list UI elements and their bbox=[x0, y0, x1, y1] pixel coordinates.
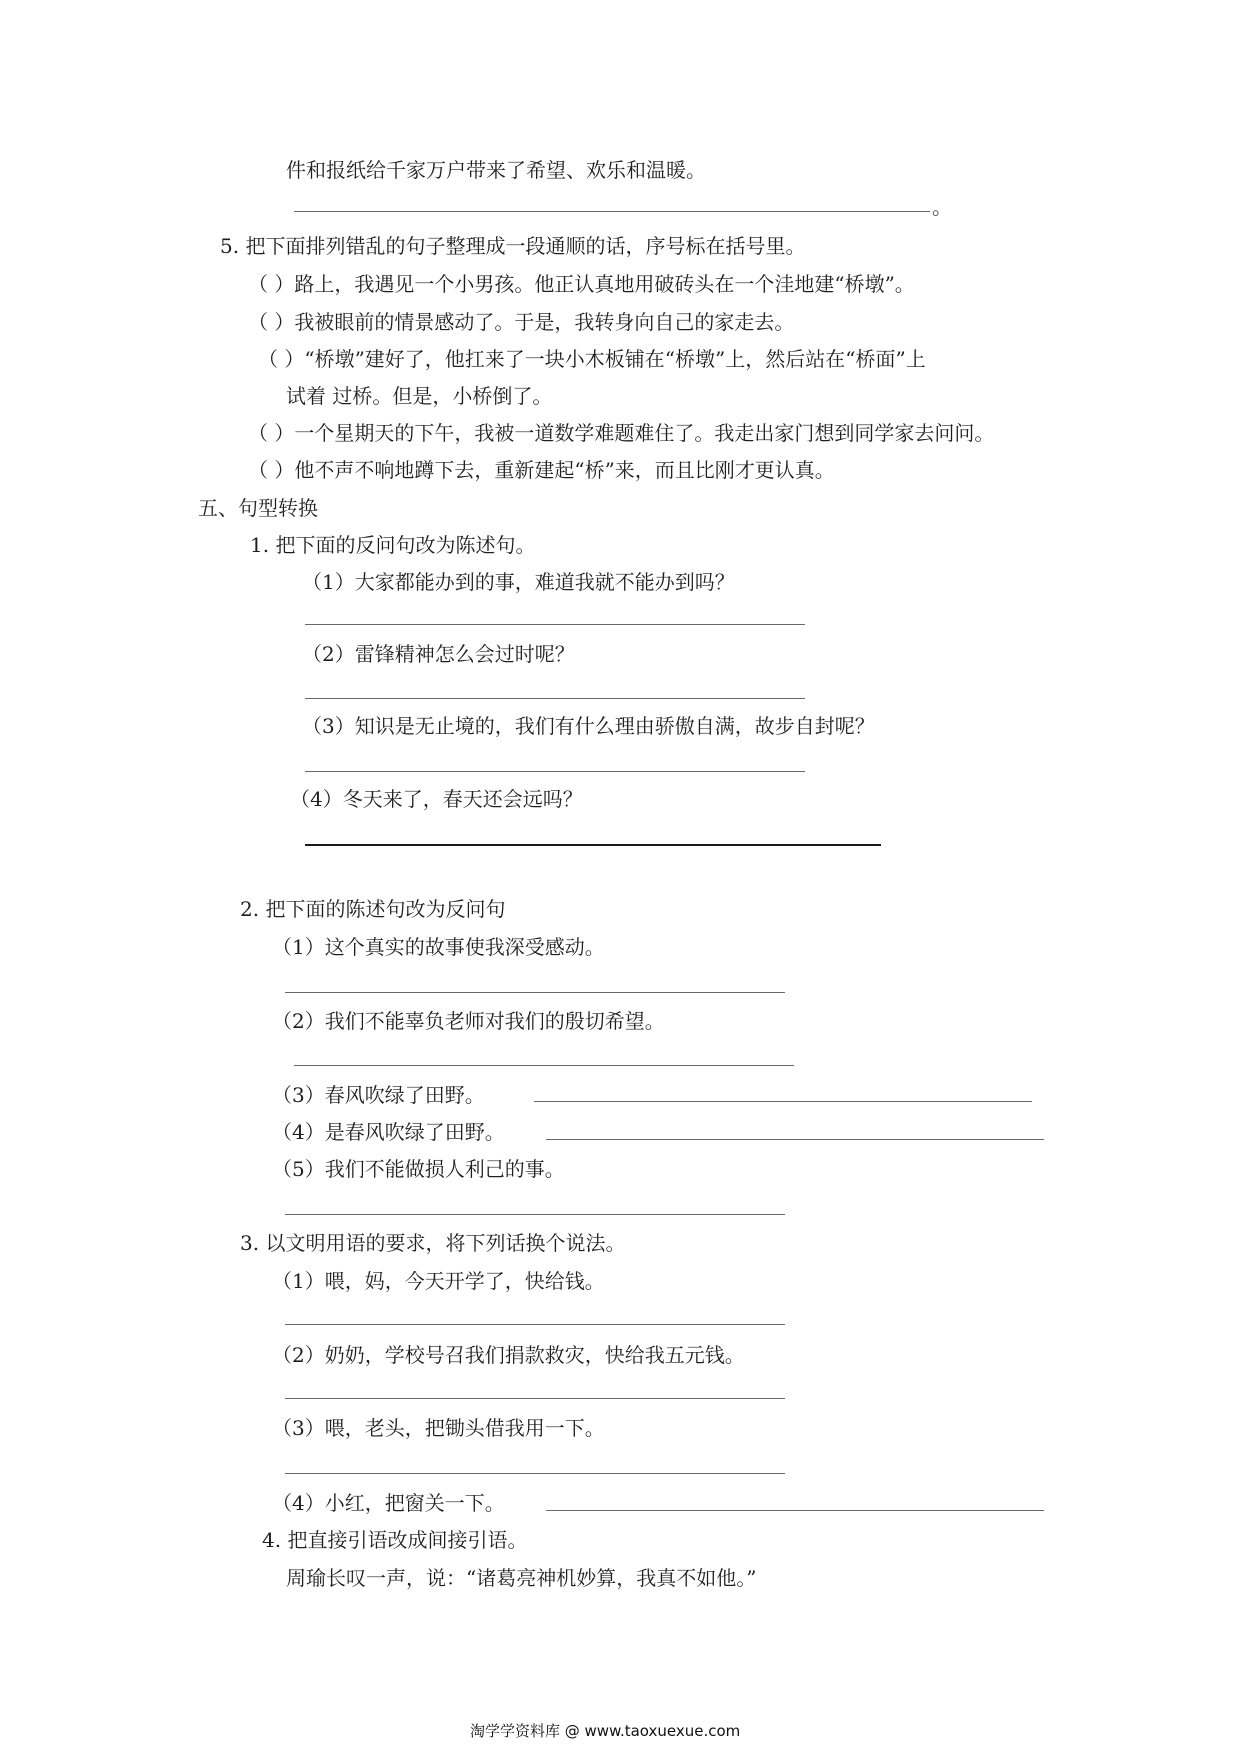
footer-watermark: 淘学学资料库 @ www.taoxuexue.com bbox=[470, 1722, 741, 1740]
answer-line[interactable] bbox=[305, 771, 805, 772]
s3-item-1: （1）喂，妈，今天开学了，快给钱。 bbox=[272, 1269, 605, 1293]
answer-line[interactable] bbox=[294, 1065, 794, 1066]
answer-line[interactable] bbox=[305, 624, 805, 625]
s3-item-4: （4）小红，把窗关一下。 bbox=[272, 1491, 505, 1515]
s2-title: 2. 把下面的陈述句改为反问句 bbox=[240, 897, 506, 921]
answer-line[interactable] bbox=[294, 211, 930, 212]
s1-item-2: （2）雷锋精神怎么会过时呢？ bbox=[302, 642, 575, 666]
answer-line[interactable] bbox=[285, 992, 785, 993]
s2-item-3: （3）春风吹绿了田野。 bbox=[272, 1083, 485, 1107]
s1-item-4: （4）冬天来了，春天还会远吗？ bbox=[290, 787, 583, 811]
answer-line[interactable] bbox=[305, 698, 805, 699]
answer-line[interactable] bbox=[285, 1398, 785, 1399]
s1-item-1: （1）大家都能办到的事，难道我就不能办到吗？ bbox=[302, 570, 735, 594]
answer-line[interactable] bbox=[305, 844, 881, 846]
s2-item-1: （1）这个真实的故事使我深受感动。 bbox=[272, 935, 605, 959]
continuation-text: 件和报纸给千家万户带来了希望、欢乐和温暖。 bbox=[286, 158, 706, 182]
answer-line[interactable] bbox=[285, 1214, 785, 1215]
q5-item[interactable]: （ ）路上，我遇见一个小男孩。他正认真地用破砖头在一个洼地建“桥墩”。 bbox=[248, 272, 915, 296]
q5-item[interactable]: （ ）他不声不响地蹲下去，重新建起“桥”来，而且比刚才更认真。 bbox=[248, 458, 835, 482]
s2-item-5: （5）我们不能做损人利己的事。 bbox=[272, 1157, 565, 1181]
q5-item[interactable]: （ ）“桥墩”建好了，他扛来了一块小木板铺在“桥墩”上，然后站在“桥面”上 bbox=[258, 347, 926, 371]
answer-line[interactable] bbox=[546, 1510, 1044, 1511]
s4-sentence: 周瑜长叹一声，说：“诸葛亮神机妙算，我真不如他。” bbox=[286, 1566, 757, 1590]
s2-item-4: （4）是春风吹绿了田野。 bbox=[272, 1120, 505, 1144]
q5-title: 5. 把下面排列错乱的句子整理成一段通顺的话，序号标在括号里。 bbox=[220, 234, 806, 258]
s2-item-2: （2）我们不能辜负老师对我们的殷切希望。 bbox=[272, 1009, 665, 1033]
s3-item-3: （3）喂，老头，把锄头借我用一下。 bbox=[272, 1416, 605, 1440]
q5-item[interactable]: （ ）我被眼前的情景感动了。于是，我转身向自己的家走去。 bbox=[248, 310, 795, 334]
s4-title: 4. 把直接引语改成间接引语。 bbox=[262, 1528, 528, 1552]
s1-item-3: （3）知识是无止境的，我们有什么理由骄傲自满，故步自封呢？ bbox=[302, 714, 875, 738]
answer-line[interactable] bbox=[285, 1324, 785, 1325]
s3-item-2: （2）奶奶，学校号召我们捐款救灾，快给我五元钱。 bbox=[272, 1343, 745, 1367]
end-period: 。 bbox=[932, 195, 952, 219]
answer-line[interactable] bbox=[285, 1473, 785, 1474]
answer-line[interactable] bbox=[546, 1139, 1044, 1140]
q5-item[interactable]: （ ）一个星期天的下午，我被一道数学难题难住了。我走出家门想到同学家去问问。 bbox=[248, 421, 995, 445]
s3-title: 3. 以文明用语的要求，将下列话换个说法。 bbox=[240, 1231, 626, 1255]
section-heading: 五、句型转换 bbox=[198, 496, 318, 520]
q5-item-continuation: 试着 过桥。但是，小桥倒了。 bbox=[286, 384, 553, 408]
answer-line[interactable] bbox=[534, 1101, 1032, 1102]
s1-title: 1. 把下面的反问句改为陈述句。 bbox=[250, 533, 536, 557]
